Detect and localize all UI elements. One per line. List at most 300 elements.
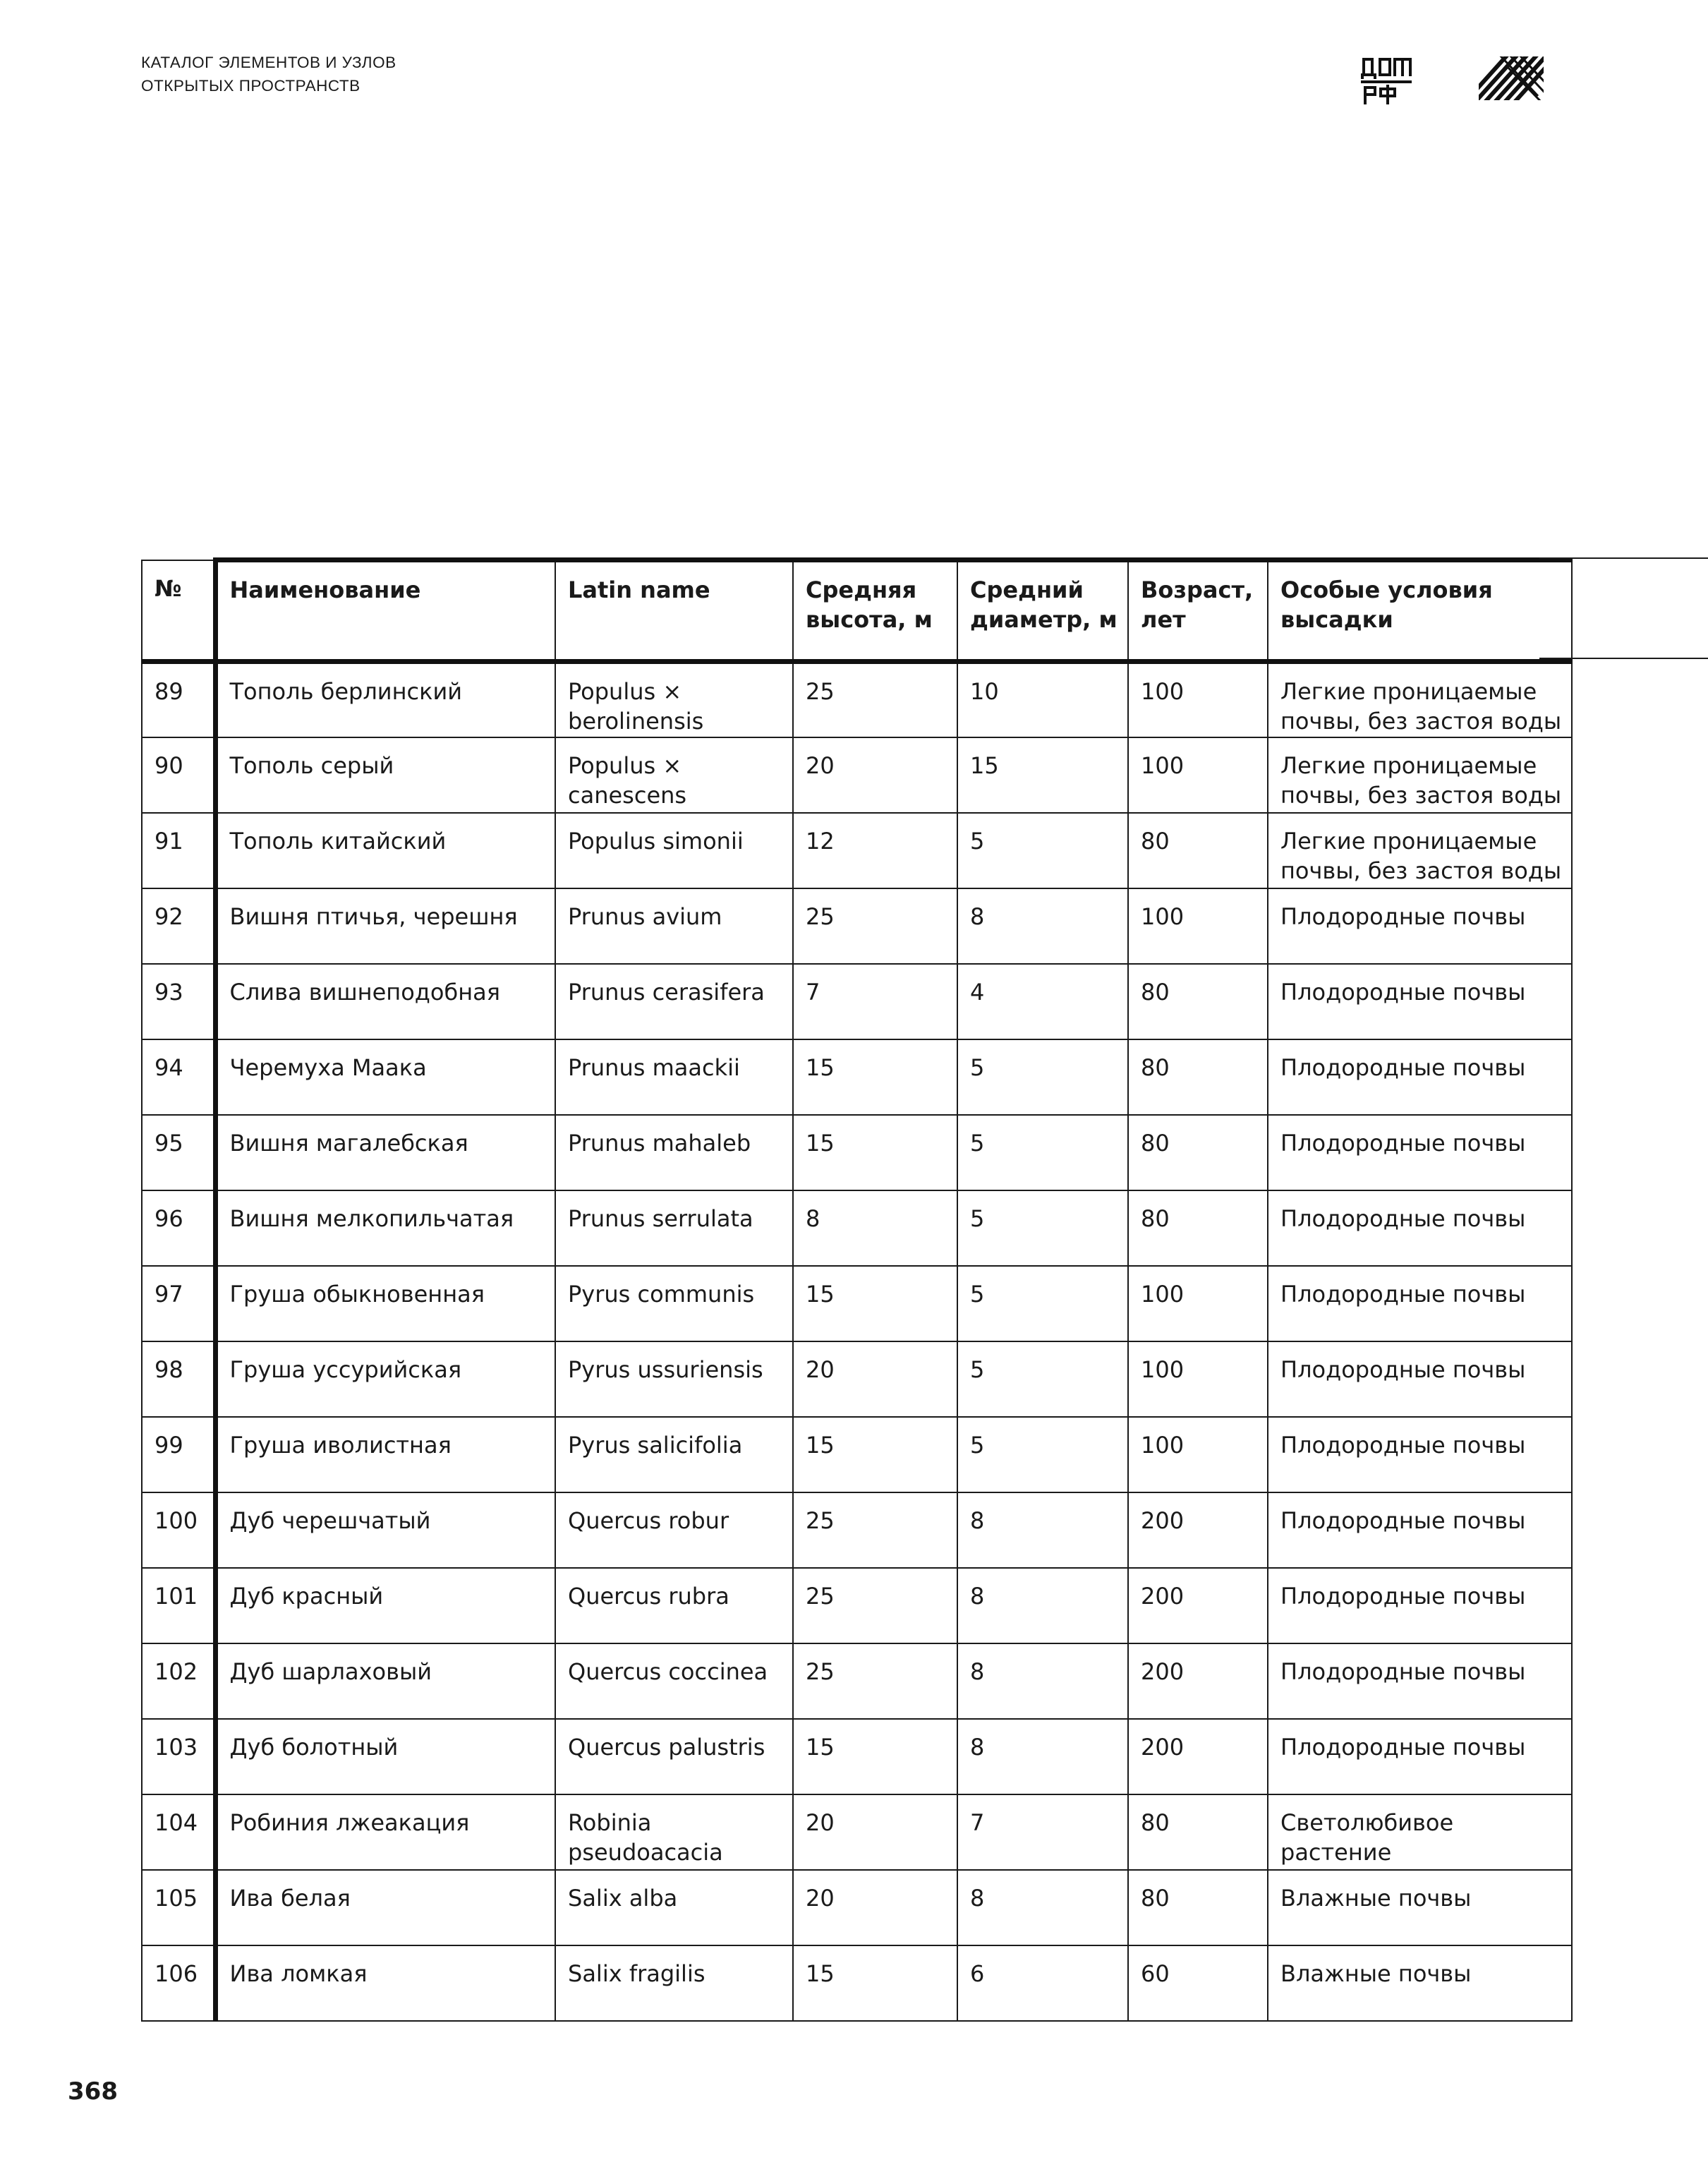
column-header-text: лет [1141,606,1186,633]
table-header-row [142,560,1572,662]
cell-text: 97 [155,1280,183,1308]
column-header-text: Особые условия [1280,577,1493,603]
table-cell [1268,813,1572,888]
cell-text: 8 [970,1884,985,1912]
table-cell [555,1417,793,1492]
table-cell [142,1190,215,1266]
table-cell [215,1945,555,2021]
cell-text: 100 [1141,1356,1185,1383]
table-cell [1128,1870,1268,1945]
table-cell [142,1870,215,1945]
cell-text: 25 [806,1658,835,1685]
cell-text: Плодородные почвы [1280,1658,1526,1685]
cell-text: Prunus avium [568,903,722,930]
table-cell [957,1945,1128,2021]
cell-text: Дуб болотный [229,1733,399,1761]
cell-text: Робиния лжеакация [229,1809,470,1836]
table-cell [793,737,957,813]
table-cell [957,1190,1128,1266]
page-number: 368 [68,2077,118,2106]
cell-text: 20 [806,1356,835,1383]
cell-text: 106 [155,1960,198,1987]
table-cell [1268,1190,1572,1266]
column-header-text: высадки [1280,606,1393,633]
cell-text: 20 [806,751,835,779]
cell-text: Ива белая [229,1884,351,1912]
cell-text: Salix alba [568,1884,678,1912]
column-header-text: Возраст, [1141,577,1254,603]
table-cell [142,813,215,888]
cell-text: pseudoacacia [568,1838,723,1866]
cell-text: berolinensis [568,708,704,735]
table-cell [215,1115,555,1190]
table-row [142,1794,1572,1870]
table-cell [555,1870,793,1945]
table-cell [142,1492,215,1568]
table-extension-line [1539,658,1708,659]
table-cell [957,1643,1128,1719]
table-cell [793,1945,957,2021]
cell-text: Плодородные почвы [1280,1054,1526,1081]
table-cell [1128,888,1268,964]
cell-text: 5 [970,827,985,855]
table-cell [957,662,1128,737]
cell-text: 6 [970,1960,985,1987]
table-row [142,813,1572,888]
cell-text: Плодородные почвы [1280,1582,1526,1610]
table-cell [957,1341,1128,1417]
cell-text: 98 [155,1356,183,1383]
cell-text: 8 [970,1507,985,1534]
cell-text: 5 [970,1431,985,1459]
cell-text: 93 [155,978,183,1006]
table-cell [957,1794,1128,1870]
cell-text: Легкие проницаемые [1280,751,1537,779]
table-cell [957,1115,1128,1190]
table-cell [1128,1794,1268,1870]
table-cell [142,1417,215,1492]
table-cell [555,1341,793,1417]
cell-text: 80 [1141,1884,1170,1912]
cell-text: 25 [806,678,835,705]
catalog-title-line-1: КАТАЛОГ ЭЛЕМЕНТОВ И УЗЛОВ [141,54,396,71]
table-cell [957,1719,1128,1794]
cell-text: 96 [155,1205,183,1232]
table-cell [555,737,793,813]
cell-text: Дуб шарлаховый [229,1658,432,1685]
table-cell [555,662,793,737]
cell-text: 95 [155,1129,183,1157]
cell-text: Влажные почвы [1280,1960,1472,1987]
table-cell [1268,1794,1572,1870]
column-header [555,560,793,662]
cell-text: 80 [1141,1054,1170,1081]
cell-text: 80 [1141,827,1170,855]
table-row [142,1643,1572,1719]
cell-text: Дуб черешчатый [229,1507,431,1534]
cell-text: Prunus mahaleb [568,1129,751,1157]
table-cell [1268,888,1572,964]
cell-text: 15 [970,751,999,779]
table-cell [1268,1568,1572,1643]
column-header-text: Средняя [806,577,917,603]
table-cell [793,1190,957,1266]
cell-text: Prunus cerasifera [568,978,765,1006]
cell-text: 5 [970,1054,985,1081]
cell-text: Quercus rubra [568,1582,729,1610]
cell-text: 5 [970,1129,985,1157]
cell-text: Плодородные почвы [1280,1507,1526,1534]
column-header-text: высота, м [806,606,933,633]
cell-text: 89 [155,678,183,705]
table-cell [793,1341,957,1417]
table-row [142,1417,1572,1492]
table-cell [555,1568,793,1643]
cell-text: 15 [806,1280,835,1308]
table-cell [1128,1492,1268,1568]
table-row [142,964,1572,1039]
cell-text: 94 [155,1054,183,1081]
table-cell [957,1492,1128,1568]
table-cell [142,1945,215,2021]
cell-text: 15 [806,1733,835,1761]
table-cell [793,1115,957,1190]
cell-text: Плодородные почвы [1280,1431,1526,1459]
cell-text: Pyrus salicifolia [568,1431,743,1459]
table-cell [793,1492,957,1568]
column-header-text: Наименование [229,577,421,603]
table-cell [555,888,793,964]
table-cell [1268,1115,1572,1190]
table-cell [957,1266,1128,1341]
column-header [1128,560,1268,662]
table-cell [1268,1719,1572,1794]
cell-text: Груша иволистная [229,1431,452,1459]
cell-text: Груша уссурийская [229,1356,462,1383]
table-cell [215,1492,555,1568]
cell-text: Quercus robur [568,1507,729,1534]
table-cell [555,1492,793,1568]
table-cell [1268,737,1572,813]
cell-text: 104 [155,1809,198,1836]
column-header-text: диаметр, м [970,606,1118,633]
table-body [142,662,1572,2021]
cell-text: 100 [155,1507,198,1534]
table-cell [1128,662,1268,737]
cell-text: 8 [970,1582,985,1610]
cell-text: Тополь китайский [229,827,447,855]
cell-text: 25 [806,1582,835,1610]
cell-text: 8 [970,903,985,930]
cell-text: 5 [970,1280,985,1308]
cell-text: 100 [1141,751,1185,779]
dom-rf-logo-icon [1361,55,1412,104]
table-cell [793,1870,957,1945]
table-cell [793,1417,957,1492]
cell-text: 102 [155,1658,198,1685]
table-cell [142,964,215,1039]
table-cell [215,964,555,1039]
cell-text: Плодородные почвы [1280,1280,1526,1308]
cell-text: 12 [806,827,835,855]
table-cell [1268,1870,1572,1945]
table-cell [142,662,215,737]
table-cell [1268,1039,1572,1115]
table-cell [793,1039,957,1115]
table-cell [1128,964,1268,1039]
column-header [793,560,957,662]
cell-text: 200 [1141,1507,1185,1534]
cell-text: 80 [1141,1205,1170,1232]
table-row [142,1341,1572,1417]
cell-text: Вишня птичья, черешня [229,903,518,930]
table-cell [215,737,555,813]
table-cell [1268,1341,1572,1417]
table-cell [1128,1719,1268,1794]
table-row [142,888,1572,964]
cell-text: 92 [155,903,183,930]
table-cell [142,1039,215,1115]
cell-text: 5 [970,1205,985,1232]
cell-text: canescens [568,781,687,809]
table-row [142,662,1572,737]
cell-text: Плодородные почвы [1280,1205,1526,1232]
cell-text: 15 [806,1431,835,1459]
cell-text: 105 [155,1884,198,1912]
cell-text: Плодородные почвы [1280,1129,1526,1157]
cell-text: 25 [806,1507,835,1534]
table-cell [957,1870,1128,1945]
column-header [215,560,555,662]
cell-text: 91 [155,827,183,855]
cell-text: Дуб красный [229,1582,384,1610]
cell-text: Вишня магалебская [229,1129,468,1157]
table-cell [215,1719,555,1794]
table-row [142,737,1572,813]
table-extension-line [1539,557,1708,559]
column-header-text: Latin name [568,577,710,603]
cell-text: почвы, без застоя воды [1280,708,1562,735]
cell-text: 80 [1141,978,1170,1006]
table-cell [142,1266,215,1341]
cell-text: Populus simonii [568,827,744,855]
cell-text: 100 [1141,678,1185,705]
cell-text: 80 [1141,1129,1170,1157]
species-table [141,557,1573,2022]
table-cell [793,888,957,964]
table-cell [142,737,215,813]
table-cell [1268,1643,1572,1719]
table-cell [793,662,957,737]
cell-text: Тополь берлинский [229,678,463,705]
cell-text: Легкие проницаемые [1280,827,1537,855]
cell-text: Salix fragilis [568,1960,705,1987]
table-row [142,1492,1572,1568]
table-cell [1128,737,1268,813]
cell-text: Светолюбивое [1280,1809,1454,1836]
cell-text: 15 [806,1054,835,1081]
table-row [142,1945,1572,2021]
cell-text: Плодородные почвы [1280,1733,1526,1761]
table-row [142,1115,1572,1190]
cell-text: 200 [1141,1582,1185,1610]
table-row [142,1568,1572,1643]
table-cell [1268,1417,1572,1492]
cell-text: Черемуха Маака [229,1054,427,1081]
cell-text: Populus × [568,751,682,779]
table-cell [142,888,215,964]
cell-text: Тополь серый [229,751,394,779]
cell-text: почвы, без застоя воды [1280,857,1562,884]
cell-text: Груша обыкновенная [229,1280,485,1308]
table-row [142,1190,1572,1266]
table-cell [142,1643,215,1719]
table-cell [215,1568,555,1643]
table-cell [1268,1492,1572,1568]
table-cell [957,737,1128,813]
cell-text: 20 [806,1884,835,1912]
cell-text: Слива вишнеподобная [229,978,500,1006]
table-cell [142,1341,215,1417]
cell-text: Плодородные почвы [1280,903,1526,930]
cell-text: Вишня мелкопильчатая [229,1205,514,1232]
table-cell [142,1568,215,1643]
table-cell [793,1794,957,1870]
cell-text: Quercus coccinea [568,1658,768,1685]
table-cell [1128,813,1268,888]
cell-text: Pyrus ussuriensis [568,1356,763,1383]
table-cell [1128,1039,1268,1115]
cell-text: 100 [1141,1280,1185,1308]
table-cell [215,1417,555,1492]
table-cell [1128,1568,1268,1643]
table-cell [1268,662,1572,737]
table-cell [215,1870,555,1945]
table-cell [793,964,957,1039]
cell-text: 20 [806,1809,835,1836]
catalog-title [141,51,396,97]
cell-text: Плодородные почвы [1280,1356,1526,1383]
table-cell [555,813,793,888]
table-cell [1128,1643,1268,1719]
table-cell [1128,1945,1268,2021]
table-row [142,1266,1572,1341]
column-header-text: Средний [970,577,1084,603]
cell-text: 7 [970,1809,985,1836]
cell-text: Robinia [568,1809,652,1836]
table-cell [1268,1945,1572,2021]
table-cell [555,1115,793,1190]
column-header [142,560,215,662]
cell-text: 60 [1141,1960,1170,1987]
table-cell [555,1719,793,1794]
cell-text: 8 [806,1205,820,1232]
cell-text: 103 [155,1733,198,1761]
diagonal-pattern-logo-icon [1479,56,1544,100]
catalog-title-line-2: ОТКРЫТЫХ ПРОСТРАНСТВ [141,77,361,95]
table-cell [957,964,1128,1039]
table-cell [215,813,555,888]
table-cell [793,1643,957,1719]
column-header [1268,560,1572,662]
table-cell [142,1794,215,1870]
cell-text: 100 [1141,903,1185,930]
cell-text: Prunus serrulata [568,1205,753,1232]
cell-text: 200 [1141,1733,1185,1761]
cell-text: 90 [155,751,183,779]
table-cell [1128,1115,1268,1190]
table-cell [215,888,555,964]
cell-text: растение [1280,1838,1392,1866]
table-cell [555,964,793,1039]
table-cell [555,1266,793,1341]
table-cell [215,1341,555,1417]
table-row [142,1870,1572,1945]
table-cell [215,1190,555,1266]
cell-text: 25 [806,903,835,930]
table-cell [1128,1190,1268,1266]
table-cell [1128,1341,1268,1417]
cell-text: 4 [970,978,985,1006]
cell-text: Плодородные почвы [1280,978,1526,1006]
cell-text: 101 [155,1582,198,1610]
table-cell [555,1945,793,2021]
table-cell [957,1417,1128,1492]
column-header [957,560,1128,662]
table-cell [1268,964,1572,1039]
cell-text: 80 [1141,1809,1170,1836]
table-cell [957,1568,1128,1643]
table-cell [215,1039,555,1115]
table-cell [142,1719,215,1794]
cell-text: 15 [806,1129,835,1157]
cell-text: 200 [1141,1658,1185,1685]
cell-text: Ива ломкая [229,1960,368,1987]
table-cell [793,1266,957,1341]
cell-text: 15 [806,1960,835,1987]
cell-text: 100 [1141,1431,1185,1459]
table-cell [1128,1266,1268,1341]
cell-text: 10 [970,678,999,705]
table-cell [1268,1266,1572,1341]
table-cell [957,813,1128,888]
table-cell [215,1266,555,1341]
table-cell [142,1115,215,1190]
cell-text: 8 [970,1733,985,1761]
table-cell [555,1643,793,1719]
table-cell [215,662,555,737]
cell-text: 99 [155,1431,183,1459]
table-cell [555,1190,793,1266]
table-row [142,1039,1572,1115]
cell-text: Влажные почвы [1280,1884,1472,1912]
table-cell [1128,1417,1268,1492]
table-cell [793,1568,957,1643]
cell-text: Quercus palustris [568,1733,765,1761]
table-cell [957,1039,1128,1115]
cell-text: 7 [806,978,820,1006]
cell-text: Prunus maackii [568,1054,740,1081]
table-row [142,1719,1572,1794]
cell-text: 5 [970,1356,985,1383]
table-cell [793,1719,957,1794]
table-cell [793,813,957,888]
table-cell [555,1039,793,1115]
table-cell [215,1643,555,1719]
cell-text: Populus × [568,678,682,705]
table-cell [215,1794,555,1870]
cell-text: Легкие проницаемые [1280,678,1537,705]
